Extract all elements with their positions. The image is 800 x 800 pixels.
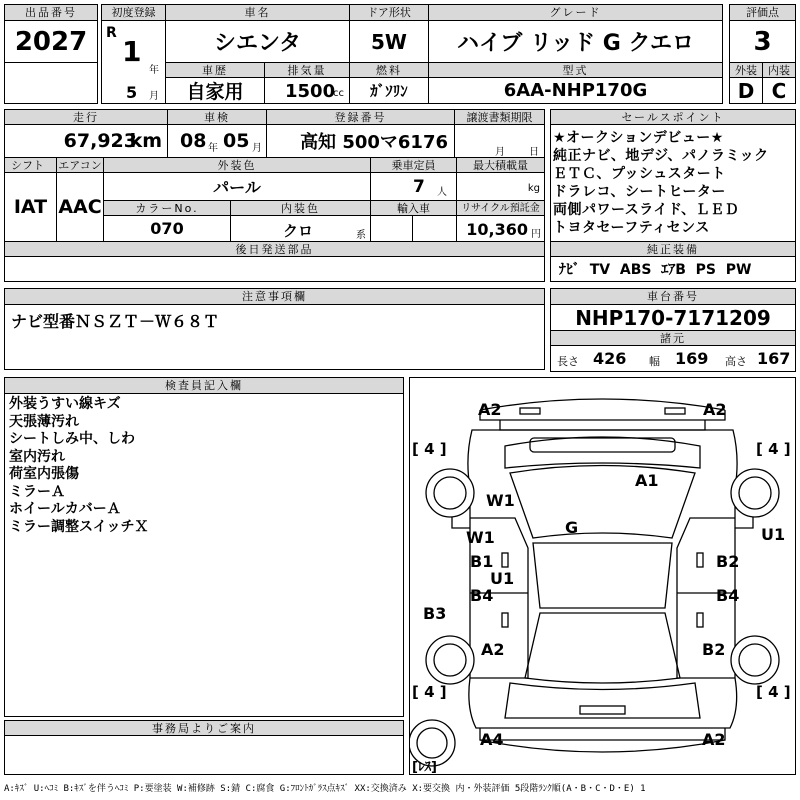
interior-label: 内装 xyxy=(762,62,796,78)
mark-a2-front-right: A2 xyxy=(703,400,727,419)
sales-point-line: 純正ナビ、地デジ、パノラミック xyxy=(553,148,769,164)
displacement-unit: cc xyxy=(333,88,344,99)
car-diagram xyxy=(409,377,796,775)
color: パール xyxy=(103,172,371,201)
mark-w1-pillar: W1 xyxy=(486,491,515,510)
first-reg-month: 5 xyxy=(126,83,138,102)
transfer-month: 月 xyxy=(495,147,505,158)
mark-a4-rear: A4 xyxy=(480,730,504,749)
color-label: 外装色 xyxy=(103,157,371,173)
height: 167 xyxy=(757,349,791,368)
sales-point-line: ★オークションデビュー★ xyxy=(553,130,724,146)
capacity-box xyxy=(370,172,457,201)
inspector-line: 天張薄汚れ xyxy=(9,413,79,430)
interior-color-label: 内装色 xyxy=(230,200,371,216)
interior-color: クロ xyxy=(283,222,314,240)
equipment-label: 純正装備 xyxy=(550,241,796,257)
car-name: シエンタ xyxy=(165,20,350,63)
sales-point-line: トヨタセーフティセンス xyxy=(553,220,710,236)
first-reg-month-unit: 月 xyxy=(149,91,159,102)
tire-front-right: [ 4 ] xyxy=(756,440,791,458)
tire-rear-right: [ 4 ] xyxy=(756,683,791,701)
color-no: 070 xyxy=(103,215,231,242)
inspector-line: ミラーＡ xyxy=(9,483,65,500)
first-reg-era: R xyxy=(106,25,117,41)
equipment: ﾅﾋﾞ TV ABS ｴｱB PS PW xyxy=(550,256,796,282)
mark-g-windshield: G xyxy=(565,518,579,537)
shift-label: シフト xyxy=(4,157,57,173)
transfer-label: 譲渡書類期限 xyxy=(454,109,545,125)
width-label: 幅 xyxy=(649,355,660,368)
first-reg-label: 初度登録 xyxy=(101,4,166,21)
office-box xyxy=(4,735,404,775)
fuel-label: 燃料 xyxy=(349,62,429,78)
color-no-label: カラーNo. xyxy=(103,200,231,216)
mileage-label: 走行 xyxy=(4,109,168,125)
inspection-year-unit: 年 xyxy=(208,143,218,154)
ac-label: エアコン xyxy=(56,157,104,173)
tire-front-left: [ 4 ] xyxy=(412,440,447,458)
recycle: 10,360 xyxy=(466,220,528,239)
capacity-label: 乗車定員 xyxy=(370,157,457,173)
import-box xyxy=(370,215,457,242)
spare-tire: [ﾚｽ] xyxy=(412,760,437,775)
ac: AAC xyxy=(56,172,104,242)
notes-label: 注意事項欄 xyxy=(4,288,545,305)
mark-u1-center: U1 xyxy=(490,569,515,588)
inspector-notes xyxy=(4,393,404,717)
lot-number-label: 出品番号 xyxy=(4,4,98,21)
interior-color-unit: 系 xyxy=(356,230,366,241)
mileage-unit: km xyxy=(129,130,162,152)
transfer-box xyxy=(454,124,545,158)
load-unit: kg xyxy=(527,183,540,194)
grade: ハイブ リッド G クエロ xyxy=(428,20,723,63)
legend: A:ｷｽﾞ U:ﾍｺﾐ B:ｷｽﾞを伴うﾍｺﾐ P:要塗装 W:補修跡 S:錆 C:腐食 G:ﾌﾛﾝﾄｶﾞﾗｽ点ｷｽﾞ XX:交換済み X:要交換 内・外装評価 5段階ﾗﾝｸ順(A・B・C・D・E) 1 xyxy=(4,784,646,794)
sales-point-line: 両側パワースライド、ＬＥＤ xyxy=(553,202,740,218)
model-label: 型式 xyxy=(428,62,723,78)
capacity: 7 xyxy=(413,177,425,197)
mark-b1-left: B1 xyxy=(470,552,494,571)
exterior-grade: D xyxy=(729,77,763,104)
sales-point-line: ドラレコ、シートヒーター xyxy=(553,184,726,200)
inspector-line: シートしみ中、しわ xyxy=(9,431,135,447)
inspector-label: 検査員記入欄 xyxy=(4,377,404,394)
notes: ナビ型番ＮＳＺＴ－Ｗ６８Ｔ xyxy=(4,304,545,370)
first-reg-box xyxy=(101,20,166,104)
mark-a2-rear-left: A2 xyxy=(481,640,505,659)
mark-b2-right-door: B2 xyxy=(716,552,740,571)
inspector-line: ミラー調整スイッチＸ xyxy=(9,518,149,535)
recycle-label: リサイクル預託金 xyxy=(456,200,545,216)
lot-number: 2027 xyxy=(4,20,98,63)
chassis-number: NHP170-7171209 xyxy=(550,304,796,331)
inspection-label: 車検 xyxy=(167,109,267,125)
later-parts-box xyxy=(4,256,545,282)
inspection-year: 08 xyxy=(180,130,207,152)
displacement-label: 排気量 xyxy=(264,62,350,78)
transfer-day: 日 xyxy=(529,147,539,158)
displacement: 1500 xyxy=(285,81,336,102)
history: 自家用 xyxy=(165,77,265,104)
door-label: ドア形状 xyxy=(349,4,429,21)
grade-label: グレード xyxy=(428,4,723,21)
sales-points-label: セールスポイント xyxy=(550,109,796,125)
mark-u1-right: U1 xyxy=(761,525,786,544)
recycle-box xyxy=(456,215,545,242)
recycle-unit: 円 xyxy=(531,229,541,240)
dims-label: 諸元 xyxy=(550,330,796,346)
inspector-line: 室内汚れ xyxy=(9,448,65,465)
mark-w1-windshield: W1 xyxy=(466,528,495,547)
reg-number-label: 登録番号 xyxy=(266,109,455,125)
inspection-month: 05 xyxy=(223,130,250,152)
interior-grade: C xyxy=(762,77,796,104)
history-label: 車歴 xyxy=(165,62,265,78)
sales-point-line: ＥＴＣ、プッシュスタート xyxy=(553,166,726,182)
inspection-box xyxy=(167,124,267,158)
model: 6AA-NHP170G xyxy=(428,77,723,104)
mark-b3-left: B3 xyxy=(423,604,447,623)
inspection-month-unit: 月 xyxy=(252,143,262,154)
sales-points xyxy=(550,124,796,242)
inspector-line: 荷室内張傷 xyxy=(9,466,79,482)
mileage-box xyxy=(4,124,168,158)
tire-rear-left: [ 4 ] xyxy=(412,683,447,701)
mark-a2-front-left: A2 xyxy=(478,400,502,419)
chassis-label: 車台番号 xyxy=(550,288,796,305)
exterior-label: 外装 xyxy=(729,62,763,78)
score-label: 評価点 xyxy=(729,4,796,21)
height-label: 高さ xyxy=(725,355,747,368)
width: 169 xyxy=(675,349,709,368)
interior-color-box xyxy=(230,215,371,242)
car-outline xyxy=(410,378,795,774)
capacity-unit: 人 xyxy=(437,187,447,198)
dims-box xyxy=(550,345,796,372)
load-label: 最大積載量 xyxy=(456,157,545,173)
length: 426 xyxy=(593,349,627,368)
mark-a1-hood: A1 xyxy=(635,471,659,490)
reg-number: 高知 500マ6176 xyxy=(266,124,455,158)
displacement-box xyxy=(264,77,350,104)
shift: IAT xyxy=(4,172,57,242)
mark-b2-rear-right: B2 xyxy=(702,640,726,659)
later-parts-label: 後日発送部品 xyxy=(4,241,545,257)
office-label: 事務局よりご案内 xyxy=(4,720,404,736)
import-label: 輸入車 xyxy=(370,200,457,216)
length-label: 長さ xyxy=(557,355,579,368)
door: 5W xyxy=(349,20,429,63)
load-box xyxy=(456,172,545,201)
mark-b4-left: B4 xyxy=(470,586,494,605)
inspector-line: ホイールカバーＡ xyxy=(9,501,121,517)
mark-b4-right: B4 xyxy=(716,586,740,605)
lot-number-blank xyxy=(4,62,98,104)
inspector-line: 外装うすい線キズ xyxy=(9,396,121,412)
first-reg-year-unit: 年 xyxy=(149,65,159,76)
car-name-label: 車名 xyxy=(165,4,350,21)
mileage: 67,923 xyxy=(63,130,137,152)
first-reg-year: 1 xyxy=(122,35,142,68)
fuel: ｶﾞｿﾘﾝ xyxy=(349,77,429,104)
mark-a2-rear-bumper-right: A2 xyxy=(702,730,726,749)
score: 3 xyxy=(729,20,796,63)
